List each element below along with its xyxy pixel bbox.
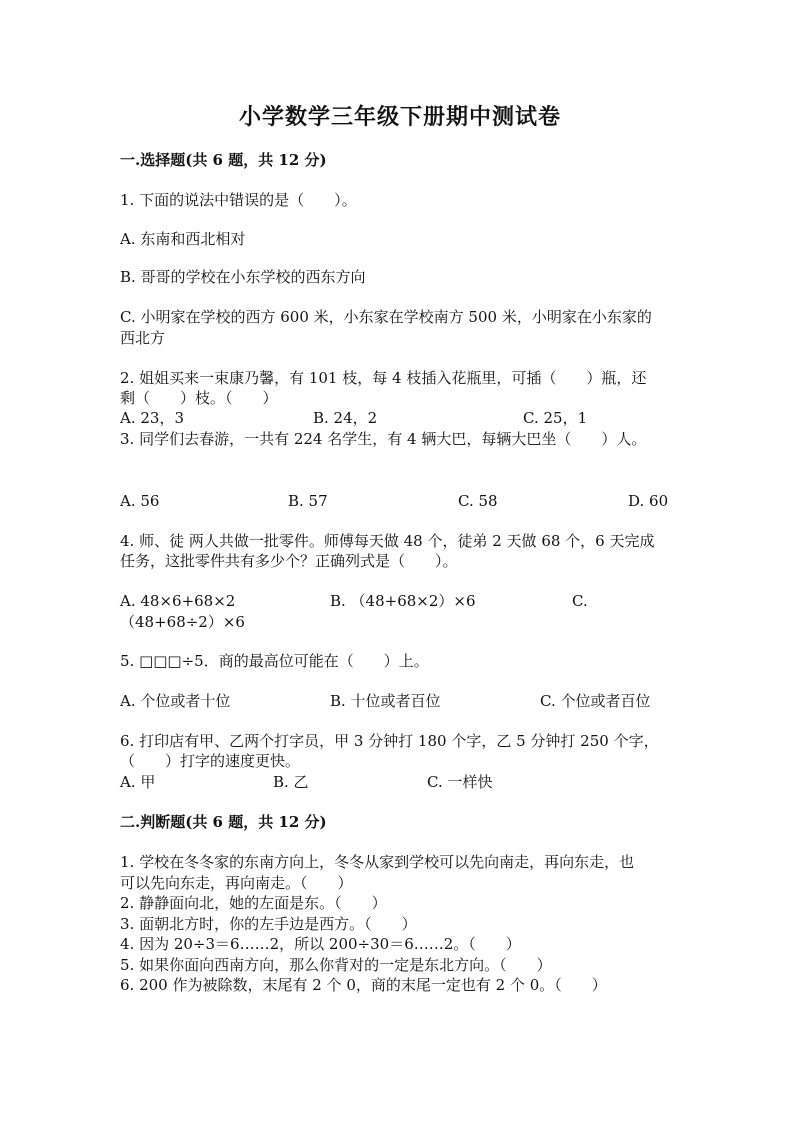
judgement-item: 4. 因为 20÷3＝6……2，所以 200÷30＝6……2。（ ） bbox=[120, 935, 521, 953]
question-4-option-b: B. （48+68×2）×6 bbox=[330, 592, 476, 610]
judgement-item: 可以先向东走，再向南走。（ ） bbox=[120, 874, 353, 892]
question-6-stem-continued: （ ）打字的速度更快。 bbox=[120, 752, 301, 770]
question-1-option-b: B. 哥哥的学校在小东学校的西东方向 bbox=[120, 268, 366, 286]
question-4-stem: 4. 师、徒 两人共做一批零件。师傅每天做 48 个，徒弟 2 天做 68 个，6 天完成 bbox=[120, 532, 655, 550]
question-4-option-a: A. 48×6+68×2 bbox=[120, 592, 236, 610]
section-heading-judgement: 二.判断题(共 6 题，共 12 分) bbox=[120, 813, 327, 831]
question-3-option-c: C. 58 bbox=[458, 492, 498, 510]
page-title: 小学数学三年级下册期中测试卷 bbox=[238, 104, 561, 130]
question-1-option-c: C. 小明家在学校的西方 600 米，小东家在学校南方 500 米，小明家在小东家的 bbox=[120, 308, 652, 326]
judgement-item: 6. 200 作为被除数，末尾有 2 个 0，商的末尾一定也有 2 个 0。（ ） bbox=[120, 976, 607, 994]
question-6-stem: 6. 打印店有甲、乙两个打字员，甲 3 分钟打 180 个字，乙 5 分钟打 250 个字， bbox=[120, 732, 659, 750]
question-4-stem-continued: 任务，这批零件共有多少个？正确列式是（ ）。 bbox=[120, 552, 458, 570]
judgement-item: 2. 静静面向北，她的左面是东。（ ） bbox=[120, 894, 387, 912]
question-5-option-a: A. 个位或者十位 bbox=[120, 692, 231, 710]
question-1-stem: 1. 下面的说法中错误的是（ ）。 bbox=[120, 191, 357, 209]
question-3-option-b: B. 57 bbox=[288, 492, 328, 510]
question-2-option-c: C. 25，1 bbox=[523, 409, 588, 427]
question-2-option-a: A. 23，3 bbox=[120, 409, 184, 427]
judgement-item: 3. 面朝北方时，你的左手边是西方。（ ） bbox=[120, 915, 417, 933]
question-3-option-d: D. 60 bbox=[628, 492, 669, 510]
question-6-option-b: B. 乙 bbox=[273, 773, 309, 791]
question-3-option-a: A. 56 bbox=[120, 492, 160, 510]
question-4-option-c-continued: （48+68÷2）×6 bbox=[120, 613, 245, 631]
question-5-option-b: B. 十位或者百位 bbox=[330, 692, 441, 710]
question-5-stem: 5. □□□÷5．商的最高位可能在（ ）上。 bbox=[120, 652, 429, 670]
question-3-stem: 3. 同学们去春游，一共有 224 名学生，有 4 辆大巴，每辆大巴坐（ ）人。 bbox=[120, 430, 647, 448]
question-1-option-c-continued: 西北方 bbox=[120, 329, 166, 347]
question-1-option-a: A. 东南和西北相对 bbox=[120, 230, 246, 248]
question-5-option-c: C. 个位或者百位 bbox=[540, 692, 651, 710]
judgement-item: 1. 学校在冬冬家的东南方向上，冬冬从家到学校可以先向南走，再向东走，也 bbox=[120, 853, 635, 871]
section-heading-choice: 一.选择题(共 6 题，共 12 分) bbox=[120, 151, 327, 169]
question-2-stem: 2. 姐姐买来一束康乃馨，有 101 枝，每 4 枝插入花瓶里，可插（ ）瓶，还 bbox=[120, 369, 647, 387]
question-6-option-a: A. 甲 bbox=[120, 773, 156, 791]
question-2-option-b: B. 24，2 bbox=[313, 409, 378, 427]
question-6-option-c: C. 一样快 bbox=[427, 773, 493, 791]
judgement-item: 5. 如果你面向西南方向，那么你背对的一定是东北方向。（ ） bbox=[120, 956, 552, 974]
question-2-stem-continued: 剩（ ）枝。（ ） bbox=[120, 389, 278, 407]
question-4-option-c: C. bbox=[572, 592, 588, 610]
